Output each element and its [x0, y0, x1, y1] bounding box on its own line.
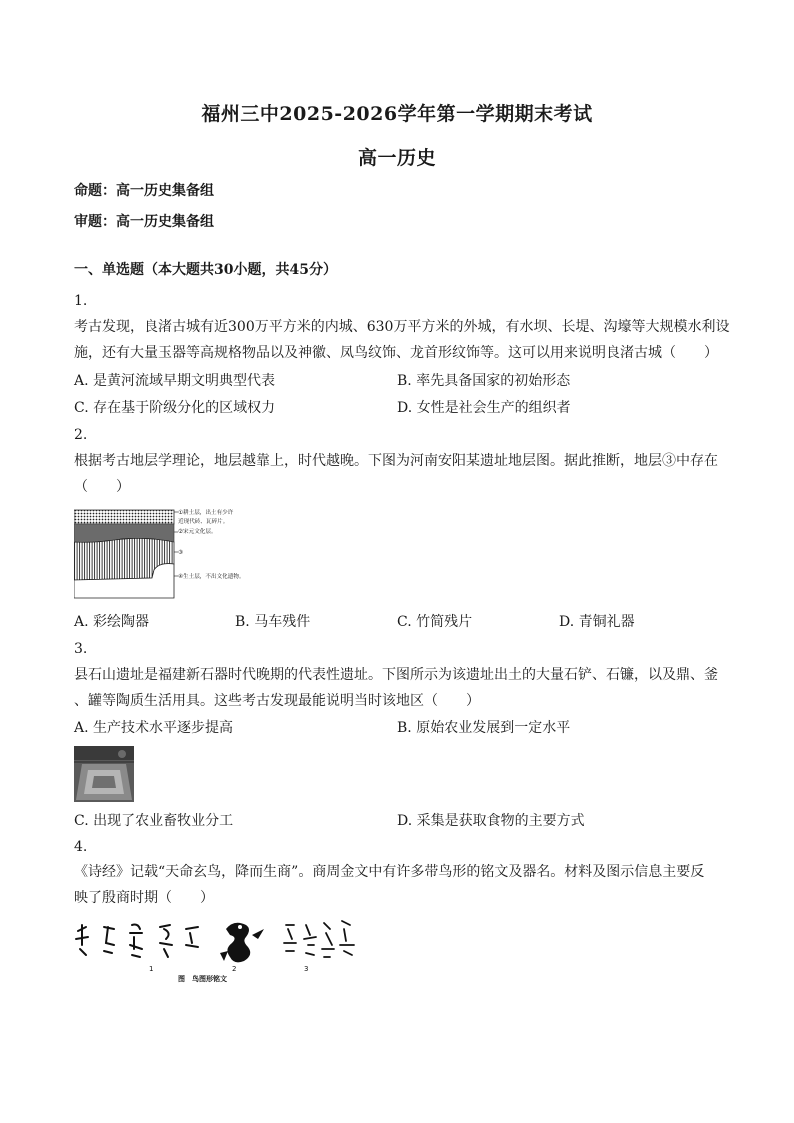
reviewer-line: 审题：高一历史集备组 — [74, 214, 214, 230]
question-stem-line: （ ） — [74, 479, 130, 495]
figure-caption: 图 鸟图形铭文 — [178, 975, 227, 983]
option-c[interactable]: C. 存在基于阶级分化的区域权力 — [74, 400, 276, 416]
question-number: 1. — [74, 293, 88, 309]
option-c[interactable]: C. 出现了农业畜牧业分工 — [74, 813, 234, 829]
question-stem-line: 映了殷商时期（ ） — [74, 890, 214, 906]
setter-line: 命题：高一历史集备组 — [74, 183, 214, 199]
bird-inscriptions-drawing — [74, 915, 374, 983]
stratigraphy-figure — [74, 506, 284, 604]
option-d[interactable]: D. 女性是社会生产的组织者 — [397, 400, 571, 416]
excavation-photo — [74, 746, 134, 802]
question-stem-line: 《诗经》记载“天命玄鸟，降而生商”。商周金文中有许多带鸟形的铭文及器名。材料及图示信息主要反 — [74, 864, 705, 880]
stratigraphy-diagram — [74, 506, 284, 604]
layer-label-4: ④生土层，不出文化遗物。 — [178, 574, 245, 580]
question-stem-line: 、罐等陶质生活用具。这些考古发现最能说明当时该地区（ ） — [74, 693, 480, 709]
question-stem-line: 施，还有大量玉器等高规格物品以及神徽、凤鸟纹饰、龙首形纹饰等。这可以用来说明良渚古城（ ） — [74, 345, 718, 361]
figure-number-3: 3 — [304, 965, 309, 973]
layer-label-2: ②宋元文化层。 — [178, 529, 217, 535]
section-heading: 一、单选题（本大题共30小题，共45分） — [74, 262, 337, 278]
question-number: 3. — [74, 641, 88, 657]
option-b[interactable]: B. 马车残件 — [235, 614, 311, 630]
question-stem-line: 县石山遗址是福建新石器时代晚期的代表性遗址。下图所示为该遗址出土的大量石铲、石镰，以及鼎、釜 — [74, 667, 718, 683]
subject-title: 高一历史 — [357, 147, 436, 169]
bronze-inscription-figure — [74, 915, 374, 983]
option-a[interactable]: A. 是黄河流域早期文明典型代表 — [74, 373, 276, 389]
option-a[interactable]: A. 彩绘陶器 — [74, 614, 150, 630]
option-a[interactable]: A. 生产技术水平逐步提高 — [74, 720, 234, 736]
option-d[interactable]: D. 采集是获取食物的主要方式 — [397, 813, 585, 829]
layer-label-1: ①耕土层，出土有少许 — [178, 510, 234, 516]
question-stem-line: 考古发现，良渚古城有近300万平方米的内城、630万平方米的外城，有水坝、长堤、沟壕等大规模水利设 — [74, 319, 730, 335]
question-number: 2. — [74, 427, 88, 443]
question-stem-line: 根据考古地层学理论，地层越靠上，时代越晚。下图为河南安阳某遗址地层图。据此推断，地层③中存在 — [74, 453, 718, 469]
layer-label-1b: 近现代砖、瓦碎片。 — [178, 519, 229, 525]
option-b[interactable]: B. 率先具备国家的初始形态 — [397, 373, 571, 389]
layer-label-3: ③ — [178, 550, 184, 556]
option-b[interactable]: B. 原始农业发展到一定水平 — [397, 720, 571, 736]
figure-number-2: 2 — [232, 965, 237, 973]
question-number: 4. — [74, 839, 88, 855]
option-c[interactable]: C. 竹简残片 — [397, 614, 473, 630]
artifact-photo — [74, 746, 134, 802]
figure-number-1: 1 — [149, 965, 154, 973]
exam-title: 福州三中2025-2026学年第一学期期末考试 — [201, 103, 593, 125]
option-d[interactable]: D. 青铜礼器 — [559, 614, 635, 630]
